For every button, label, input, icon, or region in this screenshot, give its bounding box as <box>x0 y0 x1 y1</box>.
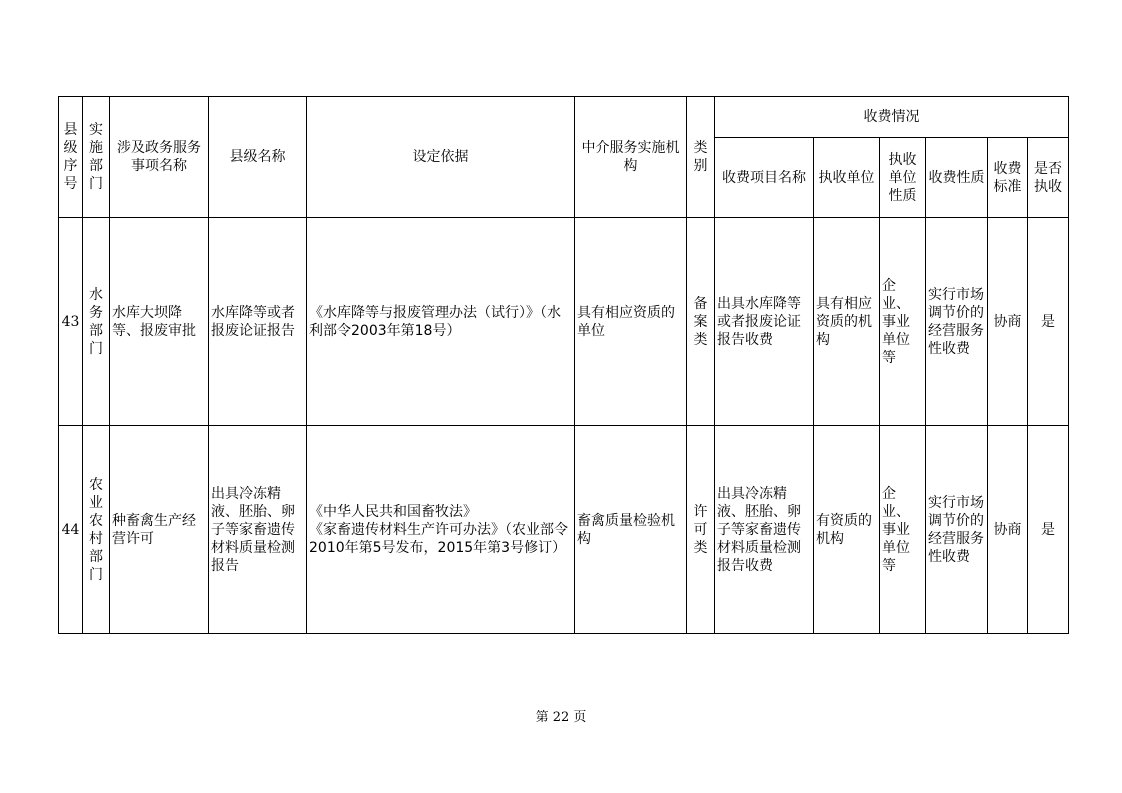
header-fee-unit: 执收单位 <box>814 138 880 218</box>
header-dept: 实施部门 <box>83 97 110 218</box>
row-agency: 畜禽质量检验机构 <box>575 426 687 634</box>
row-fee-nature: 实行市场调节价的经营服务性收费 <box>926 426 988 634</box>
row-fee-item: 出具水库降等或者报废论证报告收费 <box>715 218 814 426</box>
row-dept: 水务部门 <box>83 218 110 426</box>
header-item: 涉及政务服务事项名称 <box>110 97 209 218</box>
header-basis: 设定依据 <box>307 97 575 218</box>
row-seq: 43 <box>59 218 83 426</box>
header-fee-standard: 收费标准 <box>988 138 1028 218</box>
row-fee-standard: 协商 <box>988 426 1028 634</box>
row-fee-unit: 具有相应资质的机构 <box>814 218 880 426</box>
page-number: 第 22 页 <box>535 710 587 725</box>
header-category: 类别 <box>687 97 715 218</box>
row-agency: 具有相应资质的单位 <box>575 218 687 426</box>
basis-line: 《家畜遗传材料生产许可办法》（农业部令2010年第5号发布，2015年第3号修订） <box>309 521 568 556</box>
header-seq: 县级序号 <box>59 97 83 218</box>
basis-line: 《水库降等与报废管理办法（试行）》（水利部令2003年第18号） <box>309 304 561 339</box>
header-unit-nature: 执收单位性质 <box>880 138 926 218</box>
header-fee-group: 收费情况 <box>715 97 1069 138</box>
header-county-name: 县级名称 <box>209 97 307 218</box>
row-item: 种畜禽生产经营许可 <box>110 426 209 634</box>
header-collect: 是否执收 <box>1028 138 1069 218</box>
table-row <box>59 426 1069 634</box>
fee-table <box>58 96 1069 634</box>
row-seq: 44 <box>59 426 83 634</box>
row-collect: 是 <box>1028 426 1069 634</box>
row-dept: 农业农村部门 <box>83 426 110 634</box>
row-unit-nature: 企业、事业单位等 <box>880 426 926 634</box>
row-basis <box>307 218 575 426</box>
row-collect: 是 <box>1028 218 1069 426</box>
row-category: 许可类 <box>687 426 715 634</box>
row-fee-nature: 实行市场调节价的经营服务性收费 <box>926 218 988 426</box>
row-fee-item: 出具冷冻精液、胚胎、卵子等家畜遗传材料质量检测报告收费 <box>715 426 814 634</box>
header-fee-item: 收费项目名称 <box>715 138 814 218</box>
header-agency: 中介服务实施机构 <box>575 97 687 218</box>
row-unit-nature: 企业、事业单位等 <box>880 218 926 426</box>
header-fee-nature: 收费性质 <box>926 138 988 218</box>
row-fee-standard: 协商 <box>988 218 1028 426</box>
basis-line: 《中华人民共和国畜牧法》 <box>309 503 477 520</box>
header-row-1 <box>59 97 1069 138</box>
row-county-name: 水库降等或者报废论证报告 <box>209 218 307 426</box>
table-row <box>59 218 1069 426</box>
row-basis <box>307 426 575 634</box>
row-item: 水库大坝降等、报废审批 <box>110 218 209 426</box>
row-county-name: 出具冷冻精液、胚胎、卵子等家畜遗传材料质量检测报告 <box>209 426 307 634</box>
row-fee-unit: 有资质的机构 <box>814 426 880 634</box>
row-category: 备案类 <box>687 218 715 426</box>
